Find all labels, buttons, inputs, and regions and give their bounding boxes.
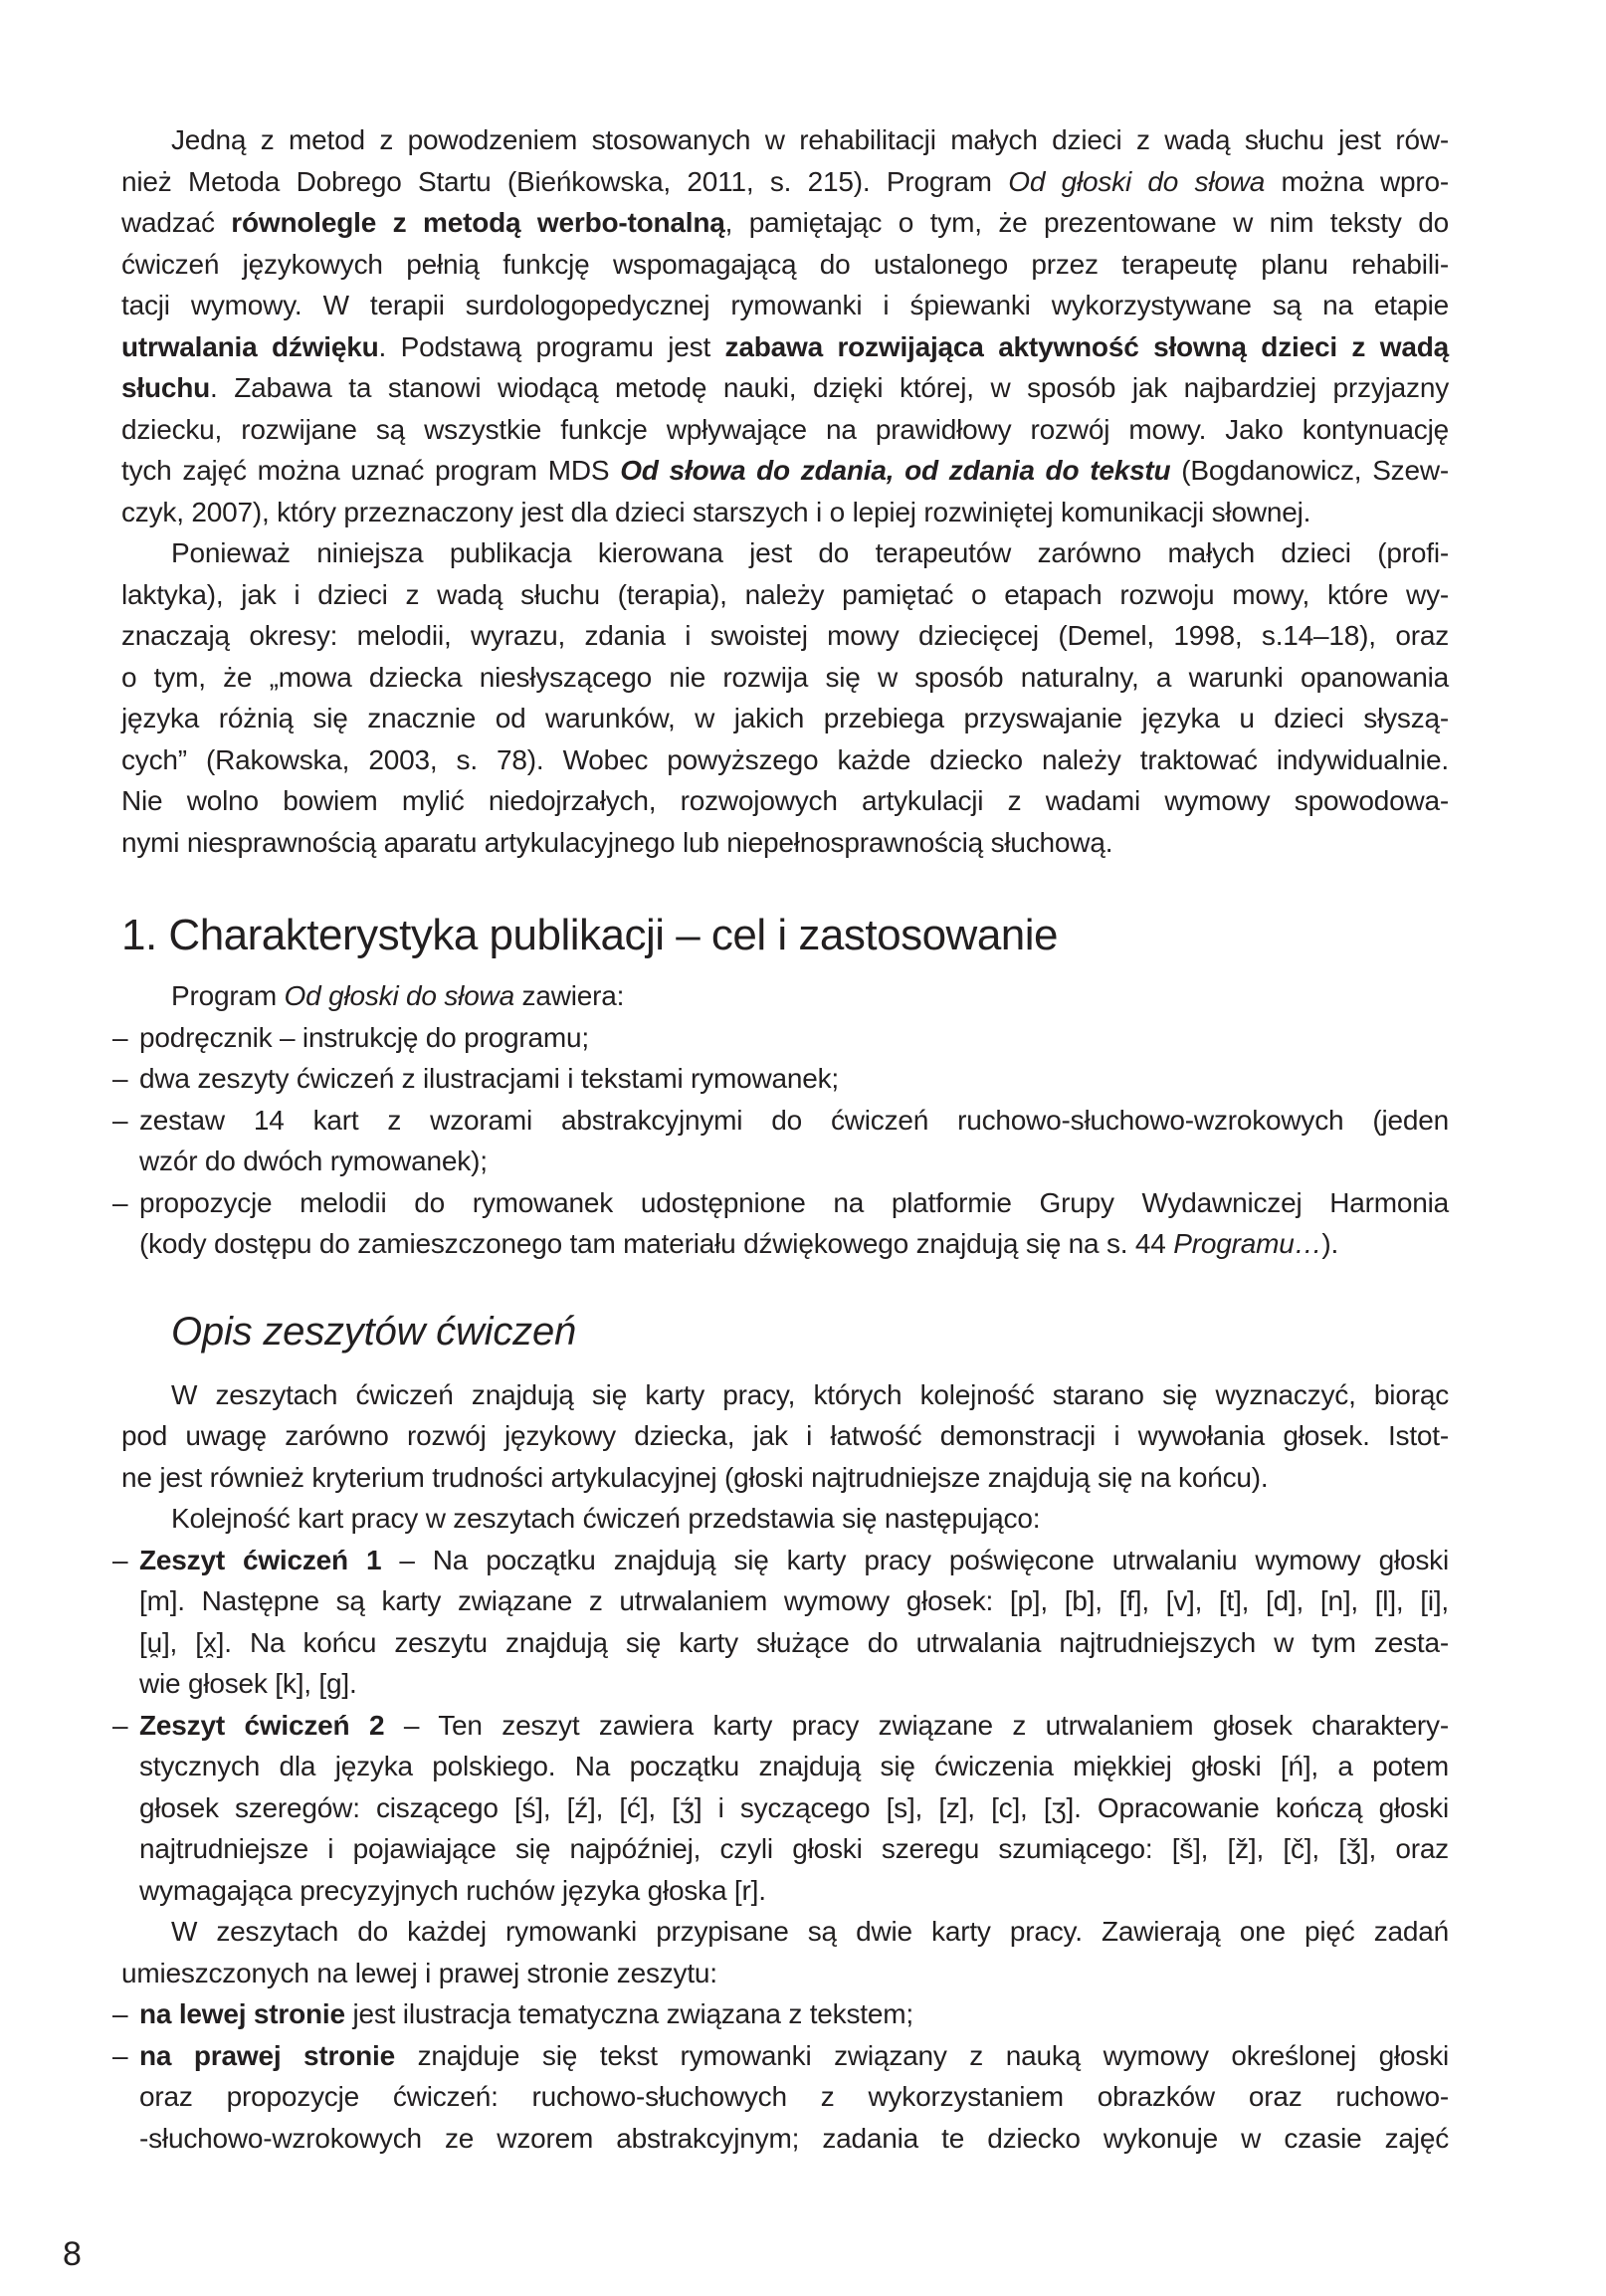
text-run: nież Metoda Dobrego Startu (Bieńkowska, 2011, s. 215). Program xyxy=(121,165,1009,197)
text-line xyxy=(121,367,1449,409)
bullet-marker-dash: – xyxy=(112,1021,128,1053)
text-run: pod uwagę zarówno rozwój językowy dziecka, jak i łatwość demonstracji i wywołania głosek. Istot- xyxy=(121,1420,1449,1451)
text-run: ne jest również kryterium trudności artykulacyjnej (głoski najtrudniejsze znajdują się na końcu). xyxy=(121,1461,1269,1493)
paragraph xyxy=(121,1374,1449,1499)
text-run: umieszczonych na lewej i prawej stronie zeszytu: xyxy=(121,1957,717,1988)
text-run: głosek szeregów: ciszącego [ś], [ź], [ć], [ʒ́] i syczącego [s], [z], [c], [ʒ]. Opracowanie kończą głoski xyxy=(139,1791,1449,1823)
text-line xyxy=(121,285,1449,326)
text-line xyxy=(121,698,1449,739)
text-line xyxy=(121,1374,1449,1416)
text-run: Kolejność kart pracy w zeszytach ćwiczeń przedstawia się następująco: xyxy=(171,1503,1041,1534)
text-run: . Zabawa ta stanowi wiodącą metodę nauki, dzięki której, w sposób jak najbardziej przyjazny xyxy=(210,372,1449,403)
text-run: stycznych dla języka polskiego. Na początku znajdują się ćwiczenia miękkiej głoski [ń], a potem xyxy=(139,1751,1449,1781)
section-heading: 1. Charakterystyka publikacji – cel i zastosowanie xyxy=(121,911,1059,959)
text-run: Nie wolno bowiem mylić niedojrzałych, rozwojowych artykulacji z wadami wymowy spowodowa- xyxy=(121,785,1449,816)
text-line xyxy=(139,1540,1449,1581)
text-run: dwa zeszyty ćwiczeń z ilustracjami i tekstami rymowanek; xyxy=(139,1063,839,1094)
text-run: Program xyxy=(171,980,285,1011)
bullet-marker-dash: – xyxy=(112,1998,128,2029)
text-column xyxy=(112,119,1450,2159)
bullet-marker-dash: – xyxy=(112,2039,128,2071)
text-line xyxy=(139,1663,1449,1705)
text-line xyxy=(139,1223,1449,1265)
text-line xyxy=(121,492,1449,533)
text-line xyxy=(139,1100,1449,1142)
text-run: -słuchowo-wzrokowych ze wzorem abstrakcyjnym; zadania te dziecko wykonuje w czasie zajęć xyxy=(139,2122,1449,2154)
text-run: języka różnią się znacznie od warunków, w jakich przebiega przyswajanie języka u dzieci słyszą- xyxy=(121,703,1449,733)
text-run: W zeszytach do każdej rymowanki przypisane są dwie karty pracy. Zawierają one pięć zadań xyxy=(171,1916,1449,1947)
text-run: wzór do dwóch rymowanek); xyxy=(139,1146,488,1176)
text-line xyxy=(139,1141,1449,1182)
text-run: tych zajęć można uznać program MDS xyxy=(121,455,621,486)
text-run: wymagająca precyzyjnych ruchów języka głoska [r]. xyxy=(139,1874,766,1906)
text-line xyxy=(139,1182,1449,1224)
bullet-item xyxy=(112,1540,1449,1705)
text-run: (Bogdanowicz, Szew- xyxy=(1170,455,1449,486)
text-line xyxy=(121,780,1449,822)
text-run: Zeszyt ćwiczeń 2 xyxy=(139,1709,385,1741)
text-run: Jedną z metod z powodzeniem stosowanych w rehabilitacji małych dzieci z wadą słuchu jest rów- xyxy=(171,124,1449,155)
text-run: propozycje melodii do rymowanek udostępnione na platformie Grupy Wydawniczej Harmonia xyxy=(139,1186,1449,1218)
page-number: 8 xyxy=(63,2235,82,2273)
text-line xyxy=(121,326,1449,368)
text-run: równolegle z metodą werbo-tonalną xyxy=(231,207,725,238)
bullet-item xyxy=(112,1017,1449,1059)
text-line xyxy=(121,1911,1449,1953)
text-line xyxy=(121,975,1449,1017)
bullet-marker-dash: – xyxy=(112,1186,128,1218)
text-run: na lewej stronie xyxy=(139,1998,345,2029)
text-line xyxy=(121,1498,1449,1540)
text-run: zestaw 14 kart z wzorami abstrakcyjnymi do ćwiczeń ruchowo-słuchowo-wzrokowych (jeden xyxy=(139,1104,1449,1136)
text-run: na prawej stronie xyxy=(139,2039,395,2071)
text-run: utrwalania dźwięku xyxy=(121,330,379,362)
text-line xyxy=(139,2035,1449,2077)
text-line xyxy=(121,574,1449,616)
text-line xyxy=(139,2118,1449,2160)
text-line xyxy=(139,1993,1449,2035)
bullet-marker-dash: – xyxy=(112,1063,128,1094)
bullet-item xyxy=(112,1058,1449,1100)
text-run: słuchu xyxy=(121,372,211,403)
text-run: dziecku, rozwijane są wszystkie funkcje wpływające na prawidłowy rozwój mowy. Jako kontynuację xyxy=(121,413,1449,445)
text-run: – Ten zeszyt zawiera karty pracy związane z utrwalaniem głosek charaktery- xyxy=(384,1709,1449,1741)
text-line xyxy=(121,739,1449,781)
text-run: laktyka), jak i dzieci z wadą słuchu (terapia), należy pamiętać o etapach rozwoju mowy, które wy- xyxy=(121,578,1449,610)
text-run: , pamiętając o tym, że prezentowane w nim teksty do xyxy=(724,207,1449,238)
bullet-item xyxy=(112,1705,1449,1912)
text-run: Programu… xyxy=(1173,1228,1322,1259)
paragraph xyxy=(121,119,1449,532)
bullet-item xyxy=(112,1100,1449,1182)
text-run: można wpro- xyxy=(1265,165,1450,197)
text-run: o tym, że „mowa dziecka niesłyszącego nie rozwija się w sposób naturalny, a warunki opanowania xyxy=(121,661,1449,693)
text-run: wadzać xyxy=(121,207,232,238)
text-run: czyk, 2007), który przeznaczony jest dla dzieci starszych i o lepiej rozwiniętej komunikacji słownej. xyxy=(121,496,1311,527)
bullet-marker-dash: – xyxy=(112,1544,128,1575)
text-line xyxy=(139,1787,1449,1829)
text-run: Zeszyt ćwiczeń 1 xyxy=(139,1544,382,1575)
text-run: wie głosek [k], [g]. xyxy=(139,1668,357,1699)
bullet-item xyxy=(112,1182,1449,1265)
text-line xyxy=(121,202,1449,244)
text-line xyxy=(139,1828,1449,1870)
text-run: Ponieważ niniejsza publikacja kierowana jest do terapeutów zarówno małych dzieci (profi- xyxy=(171,537,1449,568)
paragraph xyxy=(121,1498,1449,1540)
text-line xyxy=(139,2076,1449,2118)
text-run: zawiera: xyxy=(513,980,625,1011)
text-line xyxy=(139,1017,1449,1059)
text-run: W zeszytach ćwiczeń znajdują się karty pracy, których kolejność starano się wyznaczyć, biorąc xyxy=(171,1378,1449,1410)
text-line xyxy=(139,1058,1449,1100)
text-run: podręcznik – instrukcję do programu; xyxy=(139,1021,589,1053)
text-line xyxy=(121,532,1449,574)
text-line xyxy=(139,1580,1449,1622)
bullet-marker-dash: – xyxy=(112,1709,128,1741)
bullet-marker-dash: – xyxy=(112,1104,128,1136)
text-run: oraz propozycje ćwiczeń: ruchowo-słuchowych z wykorzystaniem obrazków oraz ruchowo- xyxy=(139,2081,1449,2112)
text-line xyxy=(139,1746,1449,1787)
paragraph xyxy=(121,975,1449,1017)
text-run: znaczają okresy: melodii, wyrazu, zdania i swoistej mowy dziecięcej (Demel, 1998, s.14–18), oraz xyxy=(121,620,1449,651)
text-run: Od głoski do słowa xyxy=(284,980,514,1011)
text-run: cych” (Rakowska, 2003, s. 78). Wobec powyższego każde dziecko należy traktować indywidualnie. xyxy=(121,743,1449,775)
text-run: tacji wymowy. W terapii surdologopedycznej rymowanki i śpiewanki wykorzystywane są na etapie xyxy=(121,290,1449,320)
text-run: – Na początku znajdują się karty pracy poświęcone utrwalaniu wymowy głoski xyxy=(381,1544,1449,1575)
bullet-item xyxy=(112,2035,1450,2160)
text-run: zabawa rozwijająca aktywność słowną dzieci z wadą xyxy=(724,330,1449,362)
text-line xyxy=(121,1415,1449,1457)
text-line xyxy=(121,822,1449,864)
text-line xyxy=(121,1457,1449,1499)
text-run: . Podstawą programu jest xyxy=(378,330,725,362)
text-run: nymi niesprawnością aparatu artykulacyjnego lub niepełnosprawnością słuchową. xyxy=(121,826,1113,858)
text-run: (kody dostępu do zamieszczonego tam materiału dźwiękowego znajdują się na s. 44 xyxy=(139,1228,1174,1259)
text-run: Od słowa do zdania, od zdania do tekstu xyxy=(620,455,1171,486)
text-line xyxy=(121,161,1449,203)
text-line xyxy=(139,1622,1449,1664)
text-run: [u̯], [x̯]. Na końcu zeszytu znajdują się karty służące do utrwalania najtrudniejszych w tym zesta- xyxy=(139,1626,1449,1658)
text-run: Od głoski do słowa xyxy=(1008,165,1266,197)
text-line xyxy=(121,450,1449,492)
text-line xyxy=(139,1870,1449,1912)
text-line xyxy=(139,1705,1449,1747)
text-line xyxy=(121,1953,1449,1994)
text-line xyxy=(121,615,1449,657)
bullet-item xyxy=(112,1993,1449,2035)
text-line xyxy=(121,244,1449,286)
text-line xyxy=(121,657,1449,699)
text-run: najtrudniejsze i pojawiające się najpóźniej, czyli głoski szeregu szumiącego: [š], [ž], [č], [ǯ], oraz xyxy=(139,1833,1449,1864)
sub-heading: Opis zeszytów ćwiczeń xyxy=(171,1309,577,1354)
text-run: jest ilustracja tematyczna związana z tekstem; xyxy=(344,1998,913,2029)
text-run: [m]. Następne są karty związane z utrwalaniem wymowy głosek: [p], [b], [f], [v], [t], [d], [n], [l], [i], xyxy=(139,1585,1449,1616)
text-line xyxy=(121,119,1449,161)
text-line xyxy=(121,409,1449,451)
text-run: ćwiczeń językowych pełnią funkcję wspomagającą do ustalonego przez terapeutę planu rehabili- xyxy=(121,248,1449,280)
paragraph xyxy=(121,1911,1449,1993)
text-run: ). xyxy=(1321,1228,1339,1259)
text-run: znajduje się tekst rymowanki związany z nauką wymowy określonej głoski xyxy=(394,2039,1450,2071)
paragraph xyxy=(121,532,1449,863)
